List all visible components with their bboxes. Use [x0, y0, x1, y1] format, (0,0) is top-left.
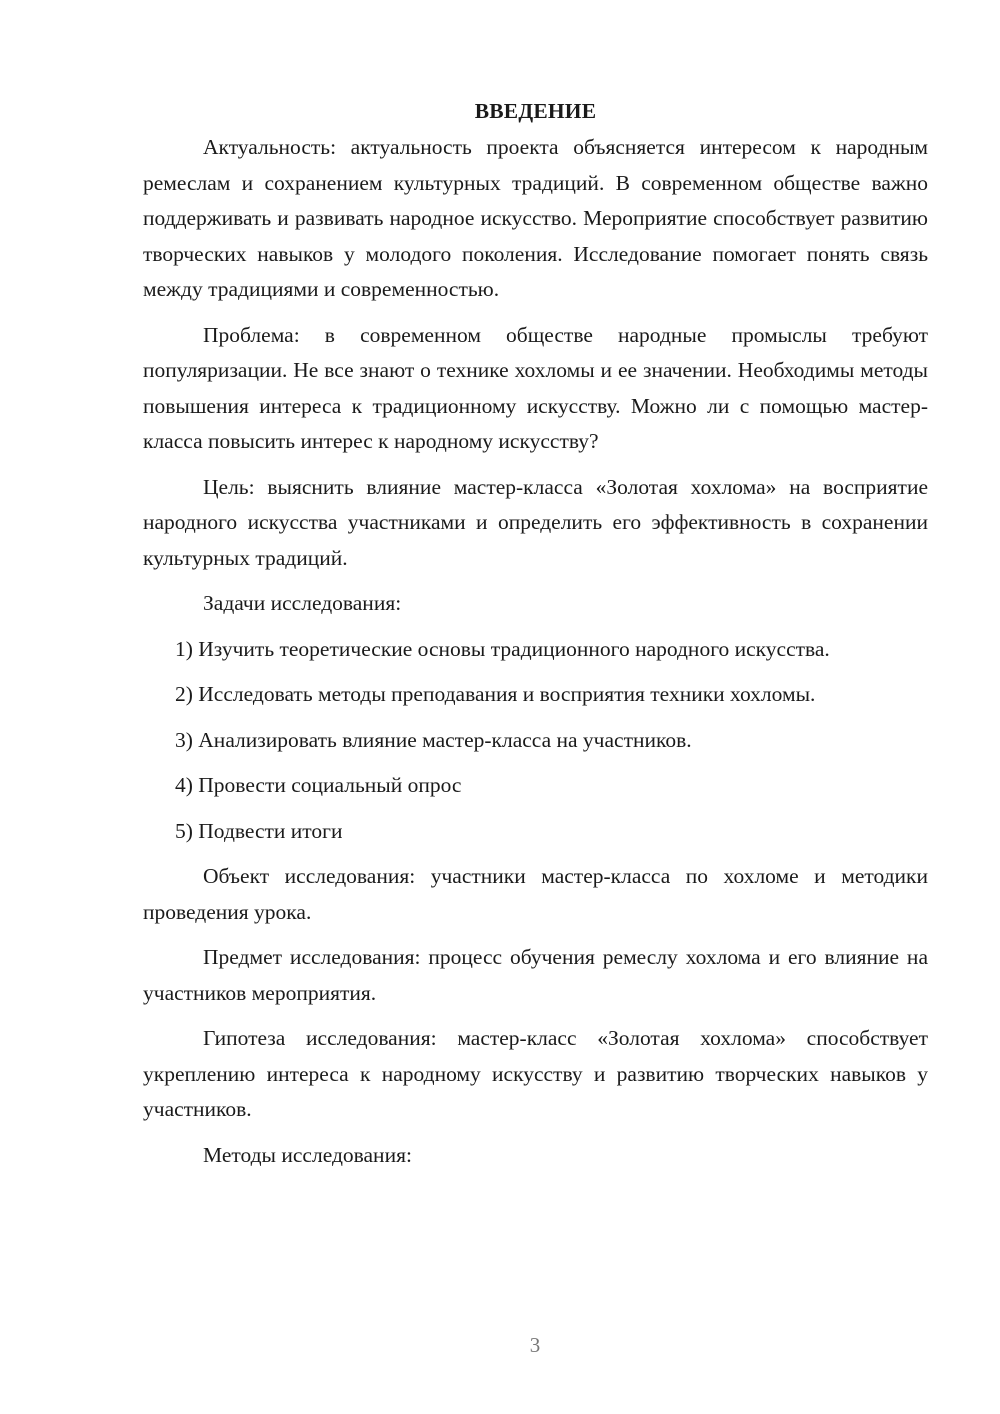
page-number: 3: [529, 1333, 541, 1357]
paragraph-problem: Проблема: в современном обществе народные промыслы требуют популяризации. Не все знают о технике хохломы и ее значении. Необходимы методы повышения интереса к традиционному искусству. Можно ли с помощью мастер-класса повысить интерес к народному искусству?: [143, 322, 928, 453]
task-item: 1) Изучить теоретические основы традиционного народного искусства.: [175, 636, 830, 661]
paragraph-goal: Цель: выяснить влияние мастер-класса «Золотая хохлома» на восприятие народного искусства участниками и определить его эффективность в сохранении культурных традиций.: [143, 474, 928, 570]
paragraph-hypothesis: Гипотеза исследования: мастер-класс «Золотая хохлома» способствует укреплению интереса к народному искусству и развитию творческих навыков у участников.: [143, 1026, 928, 1121]
tasks-heading: Задачи исследования:: [203, 591, 402, 615]
paragraph-relevance: Актуальность: актуальность проекта объясняется интересом к народным ремеслам и сохранением культурных традиций. В современном обществе важно поддерживать и развивать народное искусство. Мероприятие способствует развитию творческих навыков у молодого поколения. Исследование помогает понять связь между традициями и современностью.: [143, 135, 928, 301]
task-item: 2) Исследовать методы преподавания и восприятия техники хохломы.: [175, 682, 816, 706]
page-title: ВВЕДЕНИЕ: [474, 99, 597, 123]
paragraph-subject: Предмет исследования: процесс обучения ремеслу хохлома и его влияние на участников мероприятия.: [143, 945, 928, 1005]
paragraph-object: Объект исследования: участники мастер-класса по хохломе и методики проведения урока.: [143, 864, 928, 924]
page-content: [143, 94, 928, 1183]
task-item: 4) Провести социальный опрос: [175, 773, 462, 797]
task-item: 3) Анализировать влияние мастер-класса на участников.: [175, 727, 692, 752]
methods-heading: Методы исследования:: [203, 1142, 412, 1167]
task-item: 5) Подвести итоги: [175, 818, 343, 843]
